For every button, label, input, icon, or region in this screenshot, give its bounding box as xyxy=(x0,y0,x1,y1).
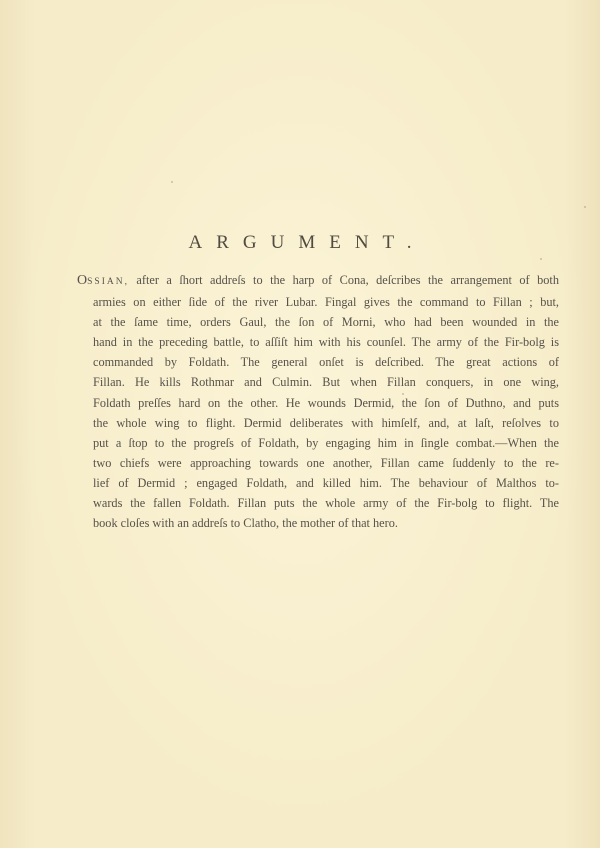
argument-line: put a ſtop to the progreſs of Foldath, by engaging him in ſingle combat.—When the xyxy=(93,435,559,450)
argument-line: hand in the preceding battle, to aſſiſt him with his counſel. The army of the Fir-bolg is xyxy=(93,335,559,350)
paper-speck xyxy=(584,206,586,208)
drop-initial: O xyxy=(77,273,88,288)
argument-line: two chiefs were approaching towards one another, Fillan came ſuddenly to the re- xyxy=(93,455,559,470)
argument-line: lief of Dermid ; engaged Foldath, and killed him. The behaviour of Malthos to- xyxy=(93,475,559,490)
paper-speck xyxy=(171,181,173,183)
argument-line: armies on either ſide of the river Lubar. Fingal gives the command to Fillan ; but, xyxy=(93,295,559,310)
argument-line: commanded by Foldath. The general onſet is deſcribed. The great actions of xyxy=(93,355,559,370)
argument-line: wards the fallen Foldath. Fillan puts the whole army of the Fir-bolg to flight. The xyxy=(93,496,559,511)
argument-line: Fillan. He kills Rothmar and Culmin. But when Fillan conquers, in one wing, xyxy=(93,375,559,390)
argument-line: Foldath preſſes hard on the other. He wounds Dermid, the ſon of Duthno, and puts xyxy=(93,395,559,410)
argument-paragraph xyxy=(77,270,559,533)
line-text: after a ſhort addreſs to the harp of Cona, deſcribes the arrangement of both xyxy=(128,273,559,287)
argument-line: book cloſes with an addreſs to Clatho, the mother of that hero. xyxy=(93,516,398,531)
opening-name: SSIAN, xyxy=(87,277,129,287)
argument-line xyxy=(77,270,559,292)
argument-line: the whole wing to flight. Dermid deliberates with himſelf, and, at laſt, reſolves to xyxy=(93,415,559,430)
paper-speck xyxy=(540,258,542,260)
argument-line: at the ſame time, orders Gaul, the ſon of Morni, who had been wounded in the xyxy=(93,315,559,330)
paper-speck xyxy=(402,393,404,395)
page-heading: ARGUMENT. xyxy=(188,232,426,253)
